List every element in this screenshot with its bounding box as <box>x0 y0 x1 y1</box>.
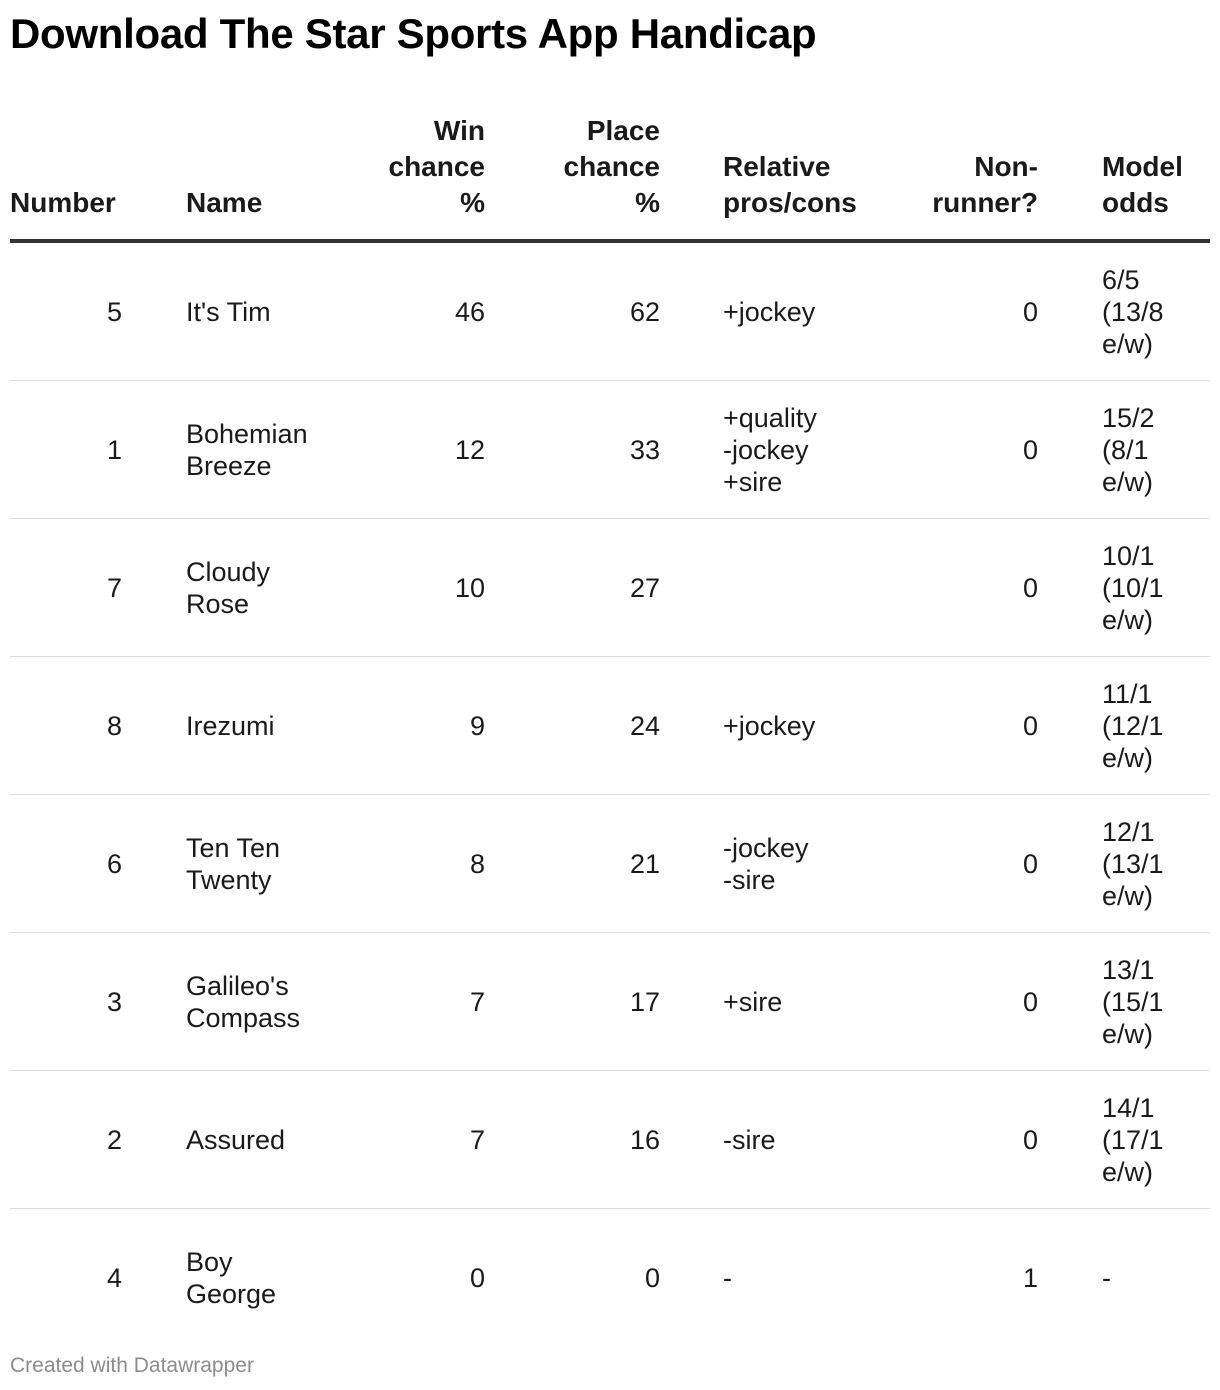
table-row <box>10 657 1210 795</box>
cell-pros-cons <box>723 381 903 518</box>
cell-model-odds <box>1102 519 1210 656</box>
cell-number <box>10 381 122 518</box>
cell-name-text: Galileo's Compass <box>186 970 301 1033</box>
cell-non-runner <box>890 795 1038 932</box>
cell-non-runner <box>890 243 1038 380</box>
cell-win-chance-text: 10 <box>454 572 485 603</box>
cell-model-odds <box>1102 1209 1210 1347</box>
attribution-footer: Created with Datawrapper <box>10 1354 254 1377</box>
cell-name <box>186 1209 346 1347</box>
cell-number <box>10 243 122 380</box>
cell-place-chance <box>530 381 660 518</box>
table-row <box>10 519 1210 657</box>
header-win-chance[interactable]: Win chance % <box>388 115 485 218</box>
cell-place-chance-text: 0 <box>644 1263 660 1293</box>
cell-non-runner-text: 0 <box>1022 434 1038 465</box>
cell-name-text: Bohemian Breeze <box>186 418 308 481</box>
cell-model-odds <box>1102 657 1210 794</box>
table-row <box>10 795 1210 933</box>
cell-place-chance-text: 16 <box>629 1124 660 1155</box>
cell-pros-cons <box>723 243 903 380</box>
cell-win-chance <box>350 795 485 932</box>
cell-number-text: 8 <box>106 710 122 741</box>
cell-model-odds-text: 15/2 (8/1 e/w) <box>1102 402 1155 497</box>
cell-non-runner <box>890 933 1038 1070</box>
cell-place-chance <box>530 1209 660 1347</box>
cell-model-odds-text: 12/1 (13/1 e/w) <box>1102 816 1164 911</box>
cell-number-text: 2 <box>106 1124 122 1155</box>
cell-win-chance <box>350 1071 485 1208</box>
cell-win-chance-text: 12 <box>454 434 485 465</box>
cell-place-chance-text: 17 <box>629 986 660 1017</box>
cell-name <box>186 381 346 518</box>
cell-pros-cons <box>723 1071 903 1208</box>
cell-model-odds <box>1102 1071 1210 1208</box>
table-body <box>10 243 1210 1347</box>
cell-model-odds <box>1102 933 1210 1070</box>
cell-non-runner <box>890 1209 1038 1347</box>
cell-place-chance-text: 27 <box>629 572 660 603</box>
cell-pros-cons-text: -sire <box>723 1124 776 1155</box>
cell-model-odds-text: 13/1 (15/1 e/w) <box>1102 954 1164 1049</box>
cell-model-odds <box>1102 243 1210 380</box>
cell-name <box>186 519 346 656</box>
cell-win-chance <box>350 657 485 794</box>
cell-non-runner-text: 0 <box>1022 1124 1038 1155</box>
cell-name-text: Assured <box>186 1124 286 1155</box>
cell-non-runner-text: 0 <box>1022 986 1038 1017</box>
cell-name <box>186 933 346 1070</box>
cell-number-text: 7 <box>106 572 122 603</box>
cell-place-chance <box>530 933 660 1070</box>
table-row <box>10 243 1210 381</box>
table-row <box>10 933 1210 1071</box>
cell-win-chance <box>350 381 485 518</box>
cell-model-odds-text: 10/1 (10/1 e/w) <box>1102 540 1164 635</box>
header-place-chance[interactable]: Place chance % <box>563 115 660 218</box>
cell-name-text: Ten Ten Twenty <box>186 832 281 895</box>
cell-win-chance-text: 7 <box>469 1124 485 1155</box>
cell-name-text: Irezumi <box>186 710 275 741</box>
cell-pros-cons-text: +jockey <box>723 296 816 327</box>
cell-non-runner <box>890 1071 1038 1208</box>
cell-name-text: Boy George <box>186 1247 277 1309</box>
header-name[interactable]: Name <box>186 187 263 218</box>
cell-win-chance-text: 7 <box>469 986 485 1017</box>
cell-win-chance <box>350 519 485 656</box>
cell-win-chance-text: 8 <box>469 848 485 879</box>
cell-model-odds-text: 6/5 (13/8 e/w) <box>1102 264 1164 359</box>
cell-number <box>10 519 122 656</box>
cell-win-chance <box>350 243 485 380</box>
table-row <box>10 381 1210 519</box>
table-row <box>10 1209 1210 1347</box>
cell-non-runner-text: 0 <box>1022 572 1038 603</box>
cell-number <box>10 1209 122 1347</box>
cell-number <box>10 933 122 1070</box>
cell-non-runner-text: 1 <box>1022 1263 1038 1293</box>
header-pros-cons[interactable]: Relative pros/cons <box>723 151 857 218</box>
data-table <box>10 110 1210 1347</box>
cell-number <box>10 795 122 932</box>
cell-place-chance-text: 21 <box>629 848 660 879</box>
cell-place-chance <box>530 795 660 932</box>
cell-model-odds-text: - <box>1102 1263 1111 1293</box>
cell-model-odds <box>1102 381 1210 518</box>
cell-non-runner <box>890 381 1038 518</box>
cell-pros-cons <box>723 1209 903 1347</box>
cell-name <box>186 243 346 380</box>
header-non-runner[interactable]: Non- runner? <box>932 151 1038 218</box>
cell-pros-cons <box>723 795 903 932</box>
cell-place-chance <box>530 1071 660 1208</box>
cell-place-chance <box>530 519 660 656</box>
cell-name <box>186 795 346 932</box>
cell-number <box>10 1071 122 1208</box>
cell-number <box>10 657 122 794</box>
header-number[interactable]: Number <box>10 187 116 218</box>
chart-title: Download The Star Sports App Handicap <box>10 10 817 57</box>
cell-number-text: 1 <box>106 434 122 465</box>
cell-name <box>186 1071 346 1208</box>
cell-non-runner <box>890 657 1038 794</box>
cell-name-text: Cloudy Rose <box>186 556 271 619</box>
cell-win-chance-text: 46 <box>454 296 485 327</box>
cell-model-odds-text: 11/1 (12/1 e/w) <box>1102 678 1164 773</box>
cell-place-chance <box>530 243 660 380</box>
cell-pros-cons-text: +quality -jockey +sire <box>723 402 817 497</box>
cell-pros-cons-text: - <box>723 1263 732 1293</box>
cell-model-odds-text: 14/1 (17/1 e/w) <box>1102 1092 1164 1187</box>
cell-place-chance-text: 33 <box>629 434 660 465</box>
cell-non-runner-text: 0 <box>1022 710 1038 741</box>
header-model-odds[interactable]: Model odds <box>1102 151 1183 218</box>
cell-pros-cons <box>723 657 903 794</box>
cell-pros-cons <box>723 519 903 656</box>
cell-win-chance <box>350 933 485 1070</box>
cell-number-text: 6 <box>106 848 122 879</box>
cell-name-text: It's Tim <box>186 296 271 327</box>
cell-pros-cons-text: +sire <box>723 986 783 1017</box>
cell-non-runner <box>890 519 1038 656</box>
cell-non-runner-text: 0 <box>1022 296 1038 327</box>
cell-pros-cons-text: +jockey <box>723 710 816 741</box>
cell-number-text: 3 <box>106 986 122 1017</box>
cell-number-text: 4 <box>106 1263 122 1293</box>
cell-win-chance <box>350 1209 485 1347</box>
cell-pros-cons-text: -jockey -sire <box>723 832 809 895</box>
table-header <box>10 110 1210 243</box>
cell-win-chance-text: 9 <box>469 710 485 741</box>
cell-name <box>186 657 346 794</box>
cell-model-odds <box>1102 795 1210 932</box>
table-row <box>10 1071 1210 1209</box>
cell-pros-cons <box>723 933 903 1070</box>
cell-number-text: 5 <box>106 296 122 327</box>
cell-place-chance-text: 24 <box>629 710 660 741</box>
cell-win-chance-text: 0 <box>469 1263 485 1293</box>
cell-non-runner-text: 0 <box>1022 848 1038 879</box>
cell-place-chance <box>530 657 660 794</box>
cell-place-chance-text: 62 <box>629 296 660 327</box>
